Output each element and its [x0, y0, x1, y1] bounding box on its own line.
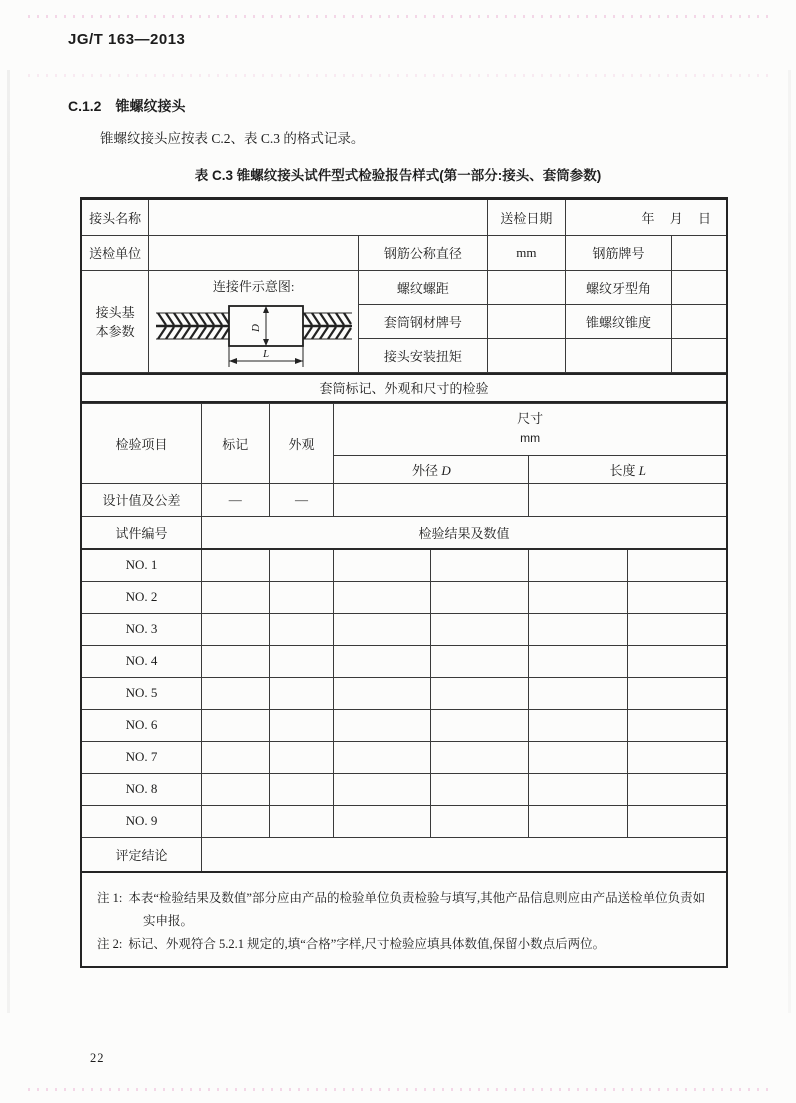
result-cell	[627, 677, 726, 709]
table-notes	[82, 871, 726, 966]
result-cell	[201, 645, 269, 677]
result-cell	[201, 741, 269, 773]
specimen-row	[82, 805, 726, 837]
result-cell	[269, 613, 334, 645]
result-cell	[430, 805, 529, 837]
result-cell	[627, 773, 726, 805]
rebar-diameter-label: 钢筋公称直径	[359, 235, 487, 270]
section-title: 锥螺纹接头	[115, 98, 186, 114]
result-cell	[269, 645, 334, 677]
result-cell	[529, 709, 628, 741]
result-cell	[627, 709, 726, 741]
result-cell	[529, 677, 628, 709]
result-cell	[201, 773, 269, 805]
note-2	[97, 933, 714, 956]
coupler-diagram	[150, 297, 358, 371]
result-cell	[269, 677, 334, 709]
result-cell	[334, 613, 431, 645]
specimen-no-label: NO. 8	[82, 773, 201, 805]
section-number: C.1.2	[68, 98, 102, 114]
submitting-unit-label: 送检单位	[82, 235, 149, 270]
specimen-row	[82, 709, 726, 741]
specimen-row	[82, 581, 726, 613]
joint-name-label: 接头名称	[82, 200, 149, 235]
result-cell	[201, 805, 269, 837]
result-cell	[201, 549, 269, 581]
thread-pitch-label: 螺纹螺距	[359, 270, 487, 304]
design-mark-value: —	[201, 483, 269, 516]
result-cell	[334, 581, 431, 613]
conclusion-value-cell	[201, 837, 726, 871]
taper-value-cell	[671, 304, 726, 338]
result-cell	[627, 613, 726, 645]
result-cell	[201, 677, 269, 709]
joint-name-value-cell	[149, 200, 487, 235]
specimen-no-label: NO. 4	[82, 645, 201, 677]
mark-column-header: 标记	[201, 403, 269, 483]
result-cell	[334, 773, 431, 805]
basic-params-label: 接头基 本参数	[82, 270, 149, 372]
outer-diameter-header: 外径 D	[334, 455, 529, 483]
result-cell	[334, 645, 431, 677]
size-column-header: 尺寸 mm	[334, 403, 726, 455]
specimen-no-label: NO. 1	[82, 549, 201, 581]
result-cell	[529, 581, 628, 613]
rebar-diameter-unit: mm	[487, 235, 566, 270]
connector-diagram-cell	[149, 270, 359, 372]
result-cell	[529, 741, 628, 773]
specimen-no-label: NO. 2	[82, 581, 201, 613]
result-cell	[627, 581, 726, 613]
result-cell	[430, 613, 529, 645]
specimen-row	[82, 645, 726, 677]
result-cell	[430, 709, 529, 741]
conclusion-label: 评定结论	[82, 837, 201, 871]
note1-label: 注 1:	[97, 891, 123, 905]
result-cell	[269, 805, 334, 837]
section-heading	[68, 96, 185, 116]
parameters-table	[82, 200, 726, 373]
thread-angle-label: 螺纹牙型角	[566, 270, 671, 304]
inspection-date-value-cell: 年 月 日	[566, 200, 726, 235]
result-cell	[334, 549, 431, 581]
specimen-no-label: NO. 6	[82, 709, 201, 741]
length-header: 长度 L	[529, 455, 726, 483]
result-cell	[269, 741, 334, 773]
result-cell	[334, 709, 431, 741]
torque-value-cell	[487, 338, 566, 372]
result-cell	[201, 581, 269, 613]
design-appearance-value: —	[269, 483, 334, 516]
intro-paragraph: 锥螺纹接头应按表 C.2、表 C.3 的格式记录。	[100, 131, 365, 146]
page-number: 22	[90, 1051, 105, 1065]
sleeve-steel-label: 套筒钢材牌号	[359, 304, 487, 338]
specimen-row	[82, 773, 726, 805]
table-title: 表 C.3 锥螺纹接头试件型式检验报告样式(第一部分:接头、套筒参数)	[194, 168, 602, 183]
note-1	[97, 887, 714, 933]
diagram-caption: 连接件示意图:	[212, 279, 295, 294]
thread-angle-value-cell	[671, 270, 726, 304]
note2-label: 注 2:	[97, 937, 123, 952]
rebar-grade-value-cell	[671, 235, 726, 270]
empty-cell	[671, 338, 726, 372]
torque-label: 接头安装扭矩	[359, 338, 487, 372]
specimen-row	[82, 741, 726, 773]
result-cell	[430, 677, 529, 709]
dimension-l-label: L	[262, 348, 269, 360]
specimen-no-label: NO. 9	[82, 805, 201, 837]
result-cell	[269, 773, 334, 805]
appearance-column-header: 外观	[269, 403, 334, 483]
result-cell	[334, 805, 431, 837]
result-cell	[627, 805, 726, 837]
taper-label: 锥螺纹锥度	[566, 304, 671, 338]
result-cell	[334, 677, 431, 709]
design-length-value-cell	[529, 483, 726, 516]
sleeve-steel-value-cell	[487, 304, 566, 338]
scan-artifact	[28, 74, 768, 77]
design-diameter-value-cell	[334, 483, 529, 516]
submitting-unit-value-cell	[149, 235, 359, 270]
specimen-row	[82, 549, 726, 581]
result-cell	[529, 613, 628, 645]
specimen-no-label: NO. 5	[82, 677, 201, 709]
result-cell	[430, 741, 529, 773]
specimen-no-label: NO. 3	[82, 613, 201, 645]
specimen-no-header: 试件编号	[82, 516, 201, 549]
scan-artifact	[28, 15, 768, 18]
standard-code: JG/T 163—2013	[68, 31, 186, 48]
note1-text: 本表“检验结果及数值”部分应由产品的检验单位负责检验与填写,其他产品信息则应由产品送检单位负责如实申报。	[128, 891, 706, 929]
design-value-label: 设计值及公差	[82, 483, 201, 516]
inspection-table	[82, 403, 726, 872]
result-cell	[529, 549, 628, 581]
result-cell	[430, 581, 529, 613]
rebar-grade-label: 钢筋牌号	[566, 235, 671, 270]
result-cell	[627, 645, 726, 677]
scan-artifact	[7, 70, 10, 1013]
empty-cell	[566, 338, 671, 372]
scan-artifact	[788, 70, 791, 1013]
result-cell	[430, 645, 529, 677]
section2-header: 套筒标记、外观和尺寸的检验	[82, 373, 726, 403]
result-cell	[430, 773, 529, 805]
result-cell	[201, 613, 269, 645]
specimen-row	[82, 613, 726, 645]
result-cell	[269, 709, 334, 741]
result-cell	[529, 773, 628, 805]
specimen-row	[82, 677, 726, 709]
thread-pitch-value-cell	[487, 270, 566, 304]
scan-artifact	[28, 1088, 768, 1091]
result-cell	[269, 549, 334, 581]
result-cell	[201, 709, 269, 741]
result-cell	[430, 549, 529, 581]
result-cell	[269, 581, 334, 613]
result-cell	[627, 549, 726, 581]
result-cell	[627, 741, 726, 773]
result-cell	[529, 805, 628, 837]
specimen-no-label: NO. 7	[82, 741, 201, 773]
inspection-date-label: 送检日期	[487, 200, 566, 235]
result-cell	[529, 645, 628, 677]
result-cell	[334, 741, 431, 773]
dimension-d-label: D	[249, 324, 262, 332]
report-form	[80, 197, 728, 968]
results-header: 检验结果及数值	[201, 516, 726, 549]
inspection-item-label: 检验项目	[82, 403, 201, 483]
note2-text: 标记、外观符合 5.2.1 规定的,填“合格”字样,尺寸检验应填具体数值,保留小数点后两位。	[128, 937, 606, 952]
